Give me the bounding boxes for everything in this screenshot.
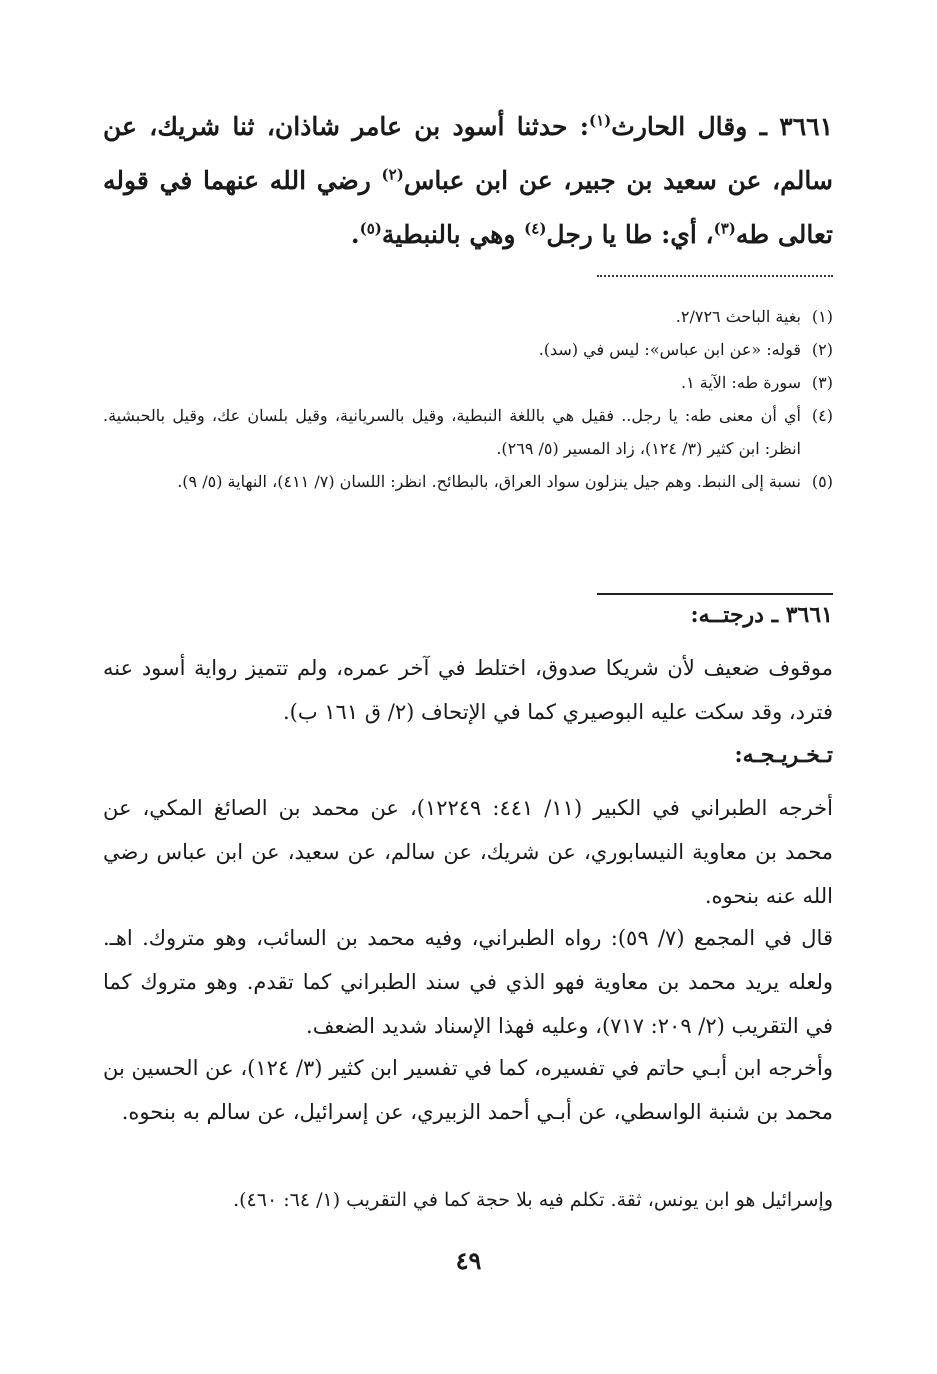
footnote-text: أي أن معنى طه: يا رجل.. فقيل هي باللغة النبطية، وقيل بالسريانية، وقيل بلسان عك، وقيل بالحبشية. انظر: ابن كثير (٣/ ١٢٤)، زاد المسير (٥/ ٢٦٩). [103, 406, 801, 458]
hadith-segment-5: وهي بالنبطية [381, 220, 525, 249]
hadith-segment-3: رضي الله عنهما في قوله تعالى طه [103, 166, 833, 249]
section-divider [597, 593, 833, 595]
footnote-number: (٥) [811, 472, 833, 491]
footnote-text: سورة طه: الآية ١. [680, 373, 801, 392]
degree-paragraph: موقوف ضعيف لأن شريكا صدوق، اختلط في آخر عمره، ولم تتميز رواية أسود عنه فترد، وقد سكت عليه البوصيري كما في الإتحاف (٢/ ق ١٦١ ب). [103, 656, 833, 724]
takhrij-heading: تـخـريـجـه: [734, 742, 833, 768]
hadith-segment-4: ، أي: طا يا رجل [546, 220, 714, 249]
hadith-dash: ـ [759, 112, 767, 141]
footnote-number: (٢) [811, 340, 833, 359]
footnote-ref-5: (٥) [359, 219, 382, 238]
footnote-number: (٣) [811, 373, 833, 392]
takhrij-paragraph: أخرجه الطبراني في الكبير (١١/ ٤٤١: ١٢٢٤٩)، عن محمد بن الصائغ المكي، عن محمد بن معاوية النيسابوري، عن شريك، عن سالم، عن سعيد، عن ابن عباس رضي الله عنه بنحوه. [103, 796, 833, 908]
footnote-item [103, 300, 833, 333]
footnote-item [103, 333, 833, 366]
footnote-ref-2: (٢) [381, 165, 404, 184]
degree-heading: ٣٦٦١ ـ درجتــه: [690, 602, 833, 628]
takhrij-paragraph: قال في المجمع (٧/ ٥٩): رواه الطبراني، وفيه محمد بن السائب، وهو متروك. اهـ. ولعله يريد محمد بن معاوية فهو الذي في سند الطبراني كما تقدم. وهو متروك كما في التقريب (٢/ ٢٠٩: ٧١٧)، وعليه فهذا الإسناد شديد الضعف. [103, 926, 833, 1038]
footnote-item [103, 366, 833, 399]
takhrij-paragraph: وإسرائيل هو ابن يونس، ثقة. تكلم فيه بلا حجة كما في التقريب (١/ ٦٤: ٤٦٠). [233, 1189, 833, 1211]
footnote-number: (٤) [811, 406, 833, 425]
page-number: ٤٩ [455, 1246, 482, 1275]
footnote-number: (١) [811, 307, 833, 326]
footnote-text: قوله: «عن ابن عباس»: ليس في (سد). [538, 340, 801, 359]
footnote-ref-1: (١) [589, 111, 612, 130]
footnotes [103, 300, 833, 498]
hadith-text [103, 100, 833, 262]
footnote-text: نسبة إلى النبط. وهم جيل ينزلون سواد العراق، بالبطائح. انظر: اللسان (٧/ ٤١١)، النهاية (٥/ ٩). [177, 472, 801, 491]
hadith-segment-1: وقال الحارث [611, 112, 748, 141]
footnote-item [103, 399, 833, 465]
hadith-segment-2: : حدثنا أسود بن عامر شاذان، ثنا شريك، عن سالم، عن سعيد بن جبير، عن ابن عباس [103, 112, 833, 195]
hadith-number: ٣٦٦١ [779, 112, 833, 141]
footnote-ref-4: (٤) [524, 219, 547, 238]
footnote-text: بغية الباحث ٢/٧٢٦. [675, 307, 801, 326]
footnote-separator-dotted [597, 275, 833, 277]
takhrij-paragraph: وأخرجه ابن أبـي حاتم في تفسيره، كما في تفسير ابن كثير (٣/ ١٢٤)، عن الحسين بن محمد بن شنبة الواسطي، عن أبـي أحمد الزبيري، عن إسرائيل، عن سالم به بنحوه. [103, 1056, 833, 1124]
footnote-item [103, 465, 833, 498]
footnote-ref-3: (٣) [713, 219, 736, 238]
hadith-segment-6: . [350, 220, 360, 249]
